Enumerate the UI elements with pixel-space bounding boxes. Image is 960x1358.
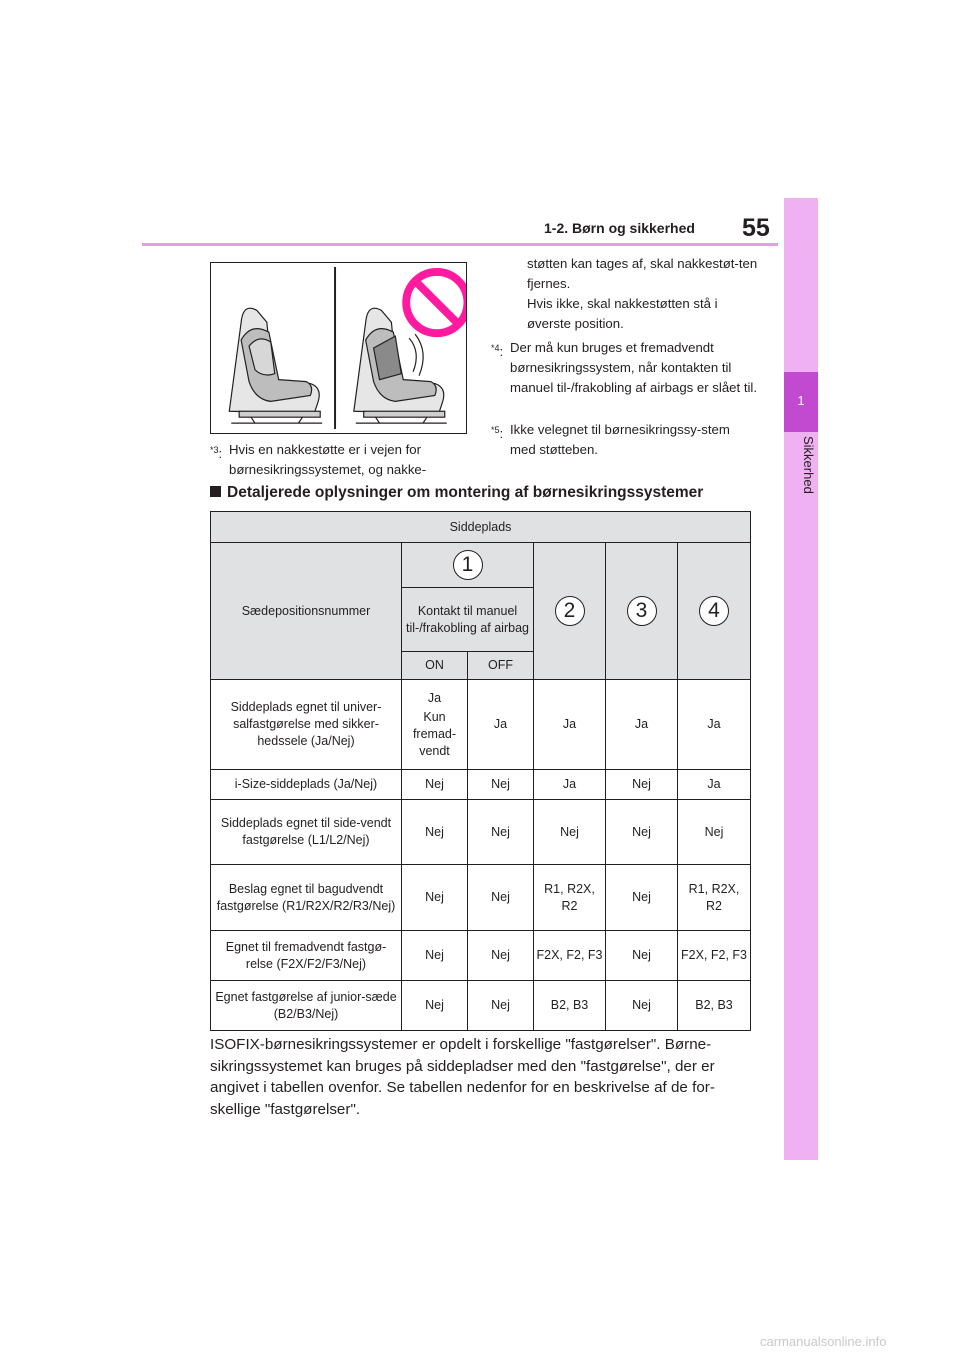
row-junior-seat-2: B2, B3 — [534, 981, 606, 1031]
row-sideways-off: Nej — [468, 800, 534, 865]
row-isize-seat-3: Nej — [606, 770, 678, 800]
child-seat-illustration — [210, 262, 467, 434]
header-rule — [142, 243, 778, 246]
row-junior-off: Nej — [468, 981, 534, 1031]
row-sideways-seat-2: Nej — [534, 800, 606, 865]
row-rearward-off: Nej — [468, 865, 534, 931]
seat-1-number: 1 — [453, 550, 483, 580]
row-junior-label: Egnet fastgørelse af junior-sæde (B2/B3/Nej) — [211, 981, 402, 1031]
row-rearward-seat-3: Nej — [606, 865, 678, 931]
note-4-text: Der må kun bruges et fremadvendt børnesikringssystem, når kontakten til manuel til-/frakobling af airbags er slået til. — [510, 340, 758, 395]
heading-square-icon — [210, 486, 221, 497]
row-isize-label: i-Size-siddeplads (Ja/Nej) — [211, 770, 402, 800]
row-isize-on: Nej — [402, 770, 468, 800]
row-sideways-seat-4: Nej — [678, 800, 751, 865]
row-forward-label: Egnet til fremadvendt fastgø-relse (F2X/F2/F3/Nej) — [211, 931, 402, 981]
switch-on-label: ON — [402, 652, 468, 680]
seat-2-number: 2 — [555, 596, 585, 626]
side-tab-strip — [784, 198, 818, 1160]
note-4-mark: *4 — [491, 343, 500, 353]
section-heading — [210, 484, 703, 502]
note-3-continuation — [508, 254, 758, 334]
note-5: $^{*5}$: Ikke velegnet til børnesikringssy-stem med støtteben. — [491, 420, 758, 460]
note-3-cont-1: støtten kan tages af, skal nakkestøt-ten fjernes. — [527, 256, 758, 291]
note-5-mark: *5 — [491, 425, 500, 435]
row-isize-seat-4: Ja — [678, 770, 751, 800]
row-rearward-label: Beslag egnet til bagudvendt fastgørelse (R1/R2X/R2/R3/Nej) — [211, 865, 402, 931]
child-seat-correct-icon — [229, 308, 322, 423]
watermark: carmanualsonline.info — [760, 1334, 887, 1349]
switch-off-label: OFF — [468, 652, 534, 680]
seat-table — [210, 511, 751, 1031]
side-tab-chapter: 1 — [797, 393, 805, 408]
seat-3-number: 3 — [627, 596, 657, 626]
row-universal-seat-4: Ja — [678, 680, 751, 770]
seat-2-header — [534, 543, 606, 680]
row-sideways-on: Nej — [402, 800, 468, 865]
row-sideways-seat-3: Nej — [606, 800, 678, 865]
note-4: $^{*4}$: Der må kun bruges et fremadvendt børnesikringssystem, når kontakten til manuel til-/frakobling af airbags er slået til. — [491, 338, 758, 398]
row-universal-off: Ja — [468, 680, 534, 770]
side-tab-label: Sikkerhed — [801, 436, 816, 494]
note-3-text: Hvis en nakkestøtte er i vejen for børnesikringssystemet, og nakke- — [229, 442, 427, 477]
note-3-mark: *3 — [210, 445, 219, 455]
page-number: 55 — [742, 214, 770, 242]
note-3: $^{*3}$: Hvis en nakkestøtte er i vejen for børnesikringssystemet, og nakke- — [210, 440, 470, 480]
row-universal-on — [402, 680, 468, 770]
isofix-paragraph: ISOFIX-børnesikringssystemer er opdelt i forskellige "fastgørelser". Børne-sikringssystemet kan bruges på siddepladser med den "fastgørelse", der er angivet i tabellen ovenfor. Se tabellen nedenfor for en beskrivelse af de for-skellige "fastgørelser". — [210, 1036, 715, 1118]
row-forward-seat-2: F2X, F2, F3 — [534, 931, 606, 981]
section-heading-text: Detaljerede oplysninger om montering af børnesikringssystemer — [227, 484, 704, 501]
row-rearward-seat-2: R1, R2X, R2 — [534, 865, 606, 931]
seat-1-header — [402, 543, 534, 588]
section-title: 1-2. Børn og sikkerhed — [544, 220, 695, 236]
row-universal-label: Siddeplads egnet til univer-salfastgørelse med sikker-hedssele (Ja/Nej) — [211, 680, 402, 770]
row-rearward-on: Nej — [402, 865, 468, 931]
airbag-switch-label: Kontakt til manuel til-/frakobling af airbag — [402, 588, 534, 652]
table-caption: Siddeplads — [211, 512, 751, 543]
seat-3-header — [606, 543, 678, 680]
note-5-text: Ikke velegnet til børnesikringssy-stem med støtteben. — [510, 422, 730, 457]
row-universal-on-top: Ja — [427, 690, 442, 705]
prohibition-sign-icon — [406, 272, 466, 333]
row-universal-seat-2: Ja — [534, 680, 606, 770]
seat-4-header — [678, 543, 751, 680]
row-universal-on-bottom: Kun fremad-vendt — [412, 709, 457, 758]
row-forward-on: Nej — [402, 931, 468, 981]
row-junior-seat-3: Nej — [606, 981, 678, 1031]
row-isize-off: Nej — [468, 770, 534, 800]
seat-4-number: 4 — [699, 596, 729, 626]
seat-number-label: Sædepositionsnummer — [211, 543, 402, 680]
row-sideways-label: Siddeplads egnet til side-vendt fastgørelse (L1/L2/Nej) — [211, 800, 402, 865]
row-forward-seat-4: F2X, F2, F3 — [678, 931, 751, 981]
row-rearward-seat-4: R1, R2X, R2 — [678, 865, 751, 931]
row-forward-off: Nej — [468, 931, 534, 981]
row-junior-on: Nej — [402, 981, 468, 1031]
row-isize-seat-2: Ja — [534, 770, 606, 800]
row-universal-seat-3: Ja — [606, 680, 678, 770]
row-junior-seat-4: B2, B3 — [678, 981, 751, 1031]
note-3-cont-2: Hvis ikke, skal nakkestøtten stå i øverste position. — [527, 296, 718, 331]
row-forward-seat-3: Nej — [606, 931, 678, 981]
